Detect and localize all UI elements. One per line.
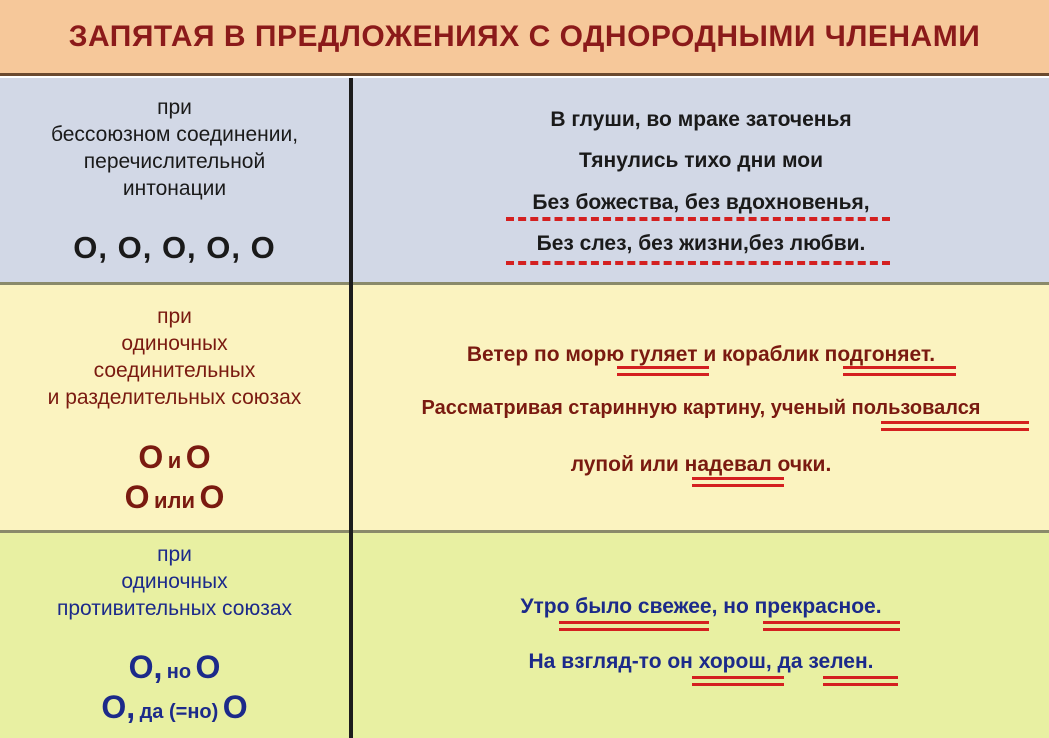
rule-line: перечислительной	[83, 150, 266, 173]
row-adversative	[0, 533, 1049, 738]
formula-symbol: О	[199, 479, 225, 515]
example-line: В глуши, во мраке заточенья	[550, 108, 852, 131]
rule-line: интонации	[122, 177, 227, 200]
page-title: ЗАПЯТАЯ В ПРЕДЛОЖЕНИЯХ С ОДНОРОДНЫМИ ЧЛЕНАМИ	[68, 19, 981, 53]
predicate-underline	[617, 366, 709, 376]
rule-line: бессоюзном соединении,	[50, 123, 299, 146]
predicate-underline	[692, 676, 784, 686]
formula-symbol: О,	[128, 649, 163, 685]
example-line: Без слез, без жизни,без любви.	[536, 232, 866, 255]
rule-line: соединительных	[93, 359, 256, 382]
formula: О, О, О, О, О	[73, 230, 276, 265]
title-bar	[0, 0, 1049, 76]
formula-symbol: О	[124, 479, 150, 515]
example-line: Ветер по морю гуляет и кораблик подгоняет.	[466, 343, 936, 366]
row-asyndetic	[0, 78, 1049, 283]
formula-conjunction: да (=но)	[139, 701, 219, 723]
rule-text	[0, 94, 349, 202]
formula-symbol: О	[185, 439, 211, 475]
predicate-underline	[692, 477, 784, 487]
example-line: Без божества, без вдохновенья,	[532, 191, 870, 214]
predicate-underline	[881, 421, 1029, 431]
dashed-underline	[506, 217, 890, 221]
row-divider	[0, 530, 1049, 533]
rule-line: одиночных	[121, 332, 228, 355]
formula-conjunction: или	[153, 488, 196, 513]
formula-symbol: О,	[101, 689, 136, 725]
example-line: На взгляд-то он хорош, да зелен.	[528, 650, 874, 673]
formula-symbol: О	[138, 439, 164, 475]
rule-line: одиночных	[121, 570, 228, 593]
formula-symbol: О	[222, 689, 248, 725]
example-line: Утро было свежее, но прекрасное.	[520, 595, 882, 618]
formula	[0, 649, 349, 686]
formula	[0, 689, 349, 726]
predicate-underline	[823, 676, 898, 686]
example-line: лупой или надевал очки.	[570, 453, 832, 476]
rule-text	[0, 303, 349, 411]
row-divider	[0, 282, 1049, 285]
example-line: Тянулись тихо дни мои	[578, 149, 824, 172]
rule-text	[0, 541, 349, 622]
example-line: Рассматривая старинную картину, ученый пользовался	[421, 397, 981, 419]
rule-line: противительных союзах	[56, 597, 293, 620]
formula	[0, 479, 349, 516]
formula-conjunction: и	[167, 448, 182, 473]
rule-line: и разделительных союзах	[47, 386, 302, 409]
rule-line: при	[157, 543, 192, 566]
rule-line: при	[157, 305, 192, 328]
predicate-underline	[763, 621, 900, 631]
predicate-underline	[559, 621, 709, 631]
predicate-underline	[843, 366, 956, 376]
formula-conjunction: но	[166, 661, 192, 683]
column-divider	[349, 78, 353, 738]
dashed-underline	[506, 261, 890, 265]
formula	[0, 439, 349, 476]
rule-line: при	[157, 96, 192, 119]
formula-symbol: О	[195, 649, 221, 685]
row-coordinating	[0, 285, 1049, 531]
